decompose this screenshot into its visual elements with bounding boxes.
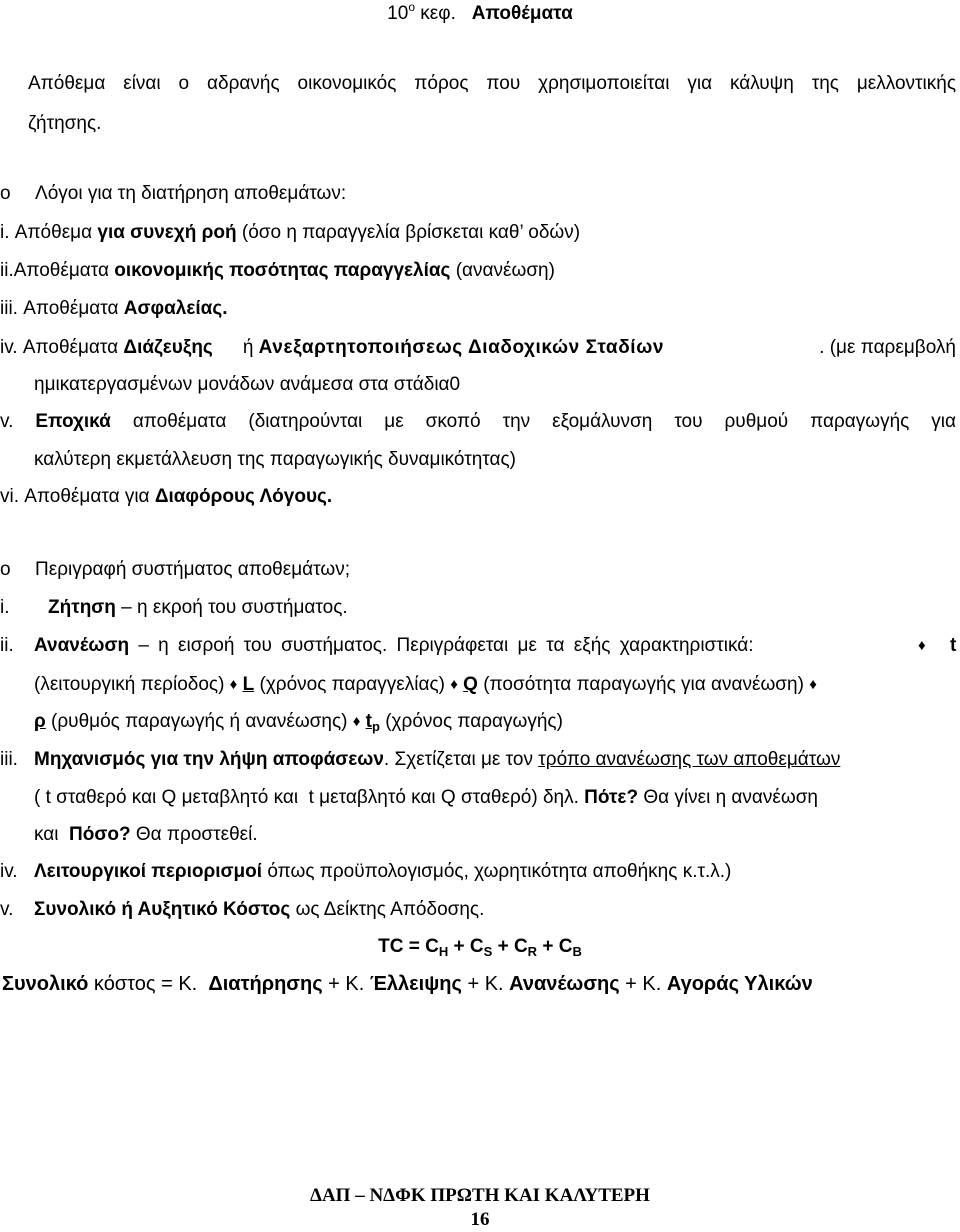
footer-text: ΔΑΠ – ΝΔΦΚ ΠΡΩΤΗ ΚΑΙ ΚΑΛΥΤΕΡΗ	[310, 1185, 650, 1206]
reason-i: i. Απόθεμα για συνεχή ροή (όσο η παραγγελία βρίσκεται καθ’ οδών)	[0, 222, 581, 243]
page-number: 16	[470, 1209, 490, 1230]
intro-line-2: ζήτησης.	[28, 113, 102, 134]
total-cost-line: Συνολικό κόστος = Κ. Διατήρησης + Κ. Έλλειψης + Κ. Ανανέωσης + Κ. Αγοράς Υλικών	[2, 973, 813, 995]
bullet-icon: o	[0, 183, 11, 204]
chapter-number: 10	[387, 3, 409, 24]
diamond-icon: ♦	[450, 676, 458, 693]
diamond-icon: ♦	[352, 713, 361, 730]
reason-vi: vi. Αποθέματα για Διαφόρους Λόγους.	[0, 486, 333, 507]
chapter-label: κεφ.	[415, 3, 472, 24]
bullet-icon: o	[0, 559, 11, 580]
diamond-icon: ♦	[809, 676, 817, 693]
reason-iv-line-2: ημικατεργασμένων μονάδων ανάμεσα στα στάδια0	[34, 374, 461, 395]
diamond-icon: ♦	[229, 676, 238, 693]
intro-line-1: Απόθεμα είναι ο αδρανής οικονομικός πόρος που χρησιμοποιείται για κάλυψη της μελλοντικής	[28, 73, 956, 94]
diamond-icon: ♦	[918, 637, 926, 654]
reason-v: v. Εποχικά αποθέματα (διατηρούνται με σκοπό την εξομάλυνση του ρυθμού παραγωγής για	[0, 411, 957, 432]
chapter-ordinal: ο	[408, 0, 415, 14]
reason-v-line-2: καλύτερη εκμετάλλευση της παραγωγικής δυναμικότητας)	[34, 449, 517, 470]
reason-iii: iii. Αποθέματα Ασφαλείας.	[0, 298, 228, 319]
cost-formula: TC = $C_H + C_S + C_R + C_B$	[378, 936, 582, 959]
page-title	[0, 2, 960, 26]
reason-ii: ii.Αποθέματα οικονομικής ποσότητας παραγγελίας (ανανέωση)	[0, 260, 555, 281]
reason-iv: iv. Αποθέματα Διάζευξης ή Ανεξαρτητοποιήσεως Διαδοχικών Σταδίων . (με παρεμβολή	[0, 337, 956, 358]
chapter-title: Αποθέματα	[471, 3, 573, 24]
